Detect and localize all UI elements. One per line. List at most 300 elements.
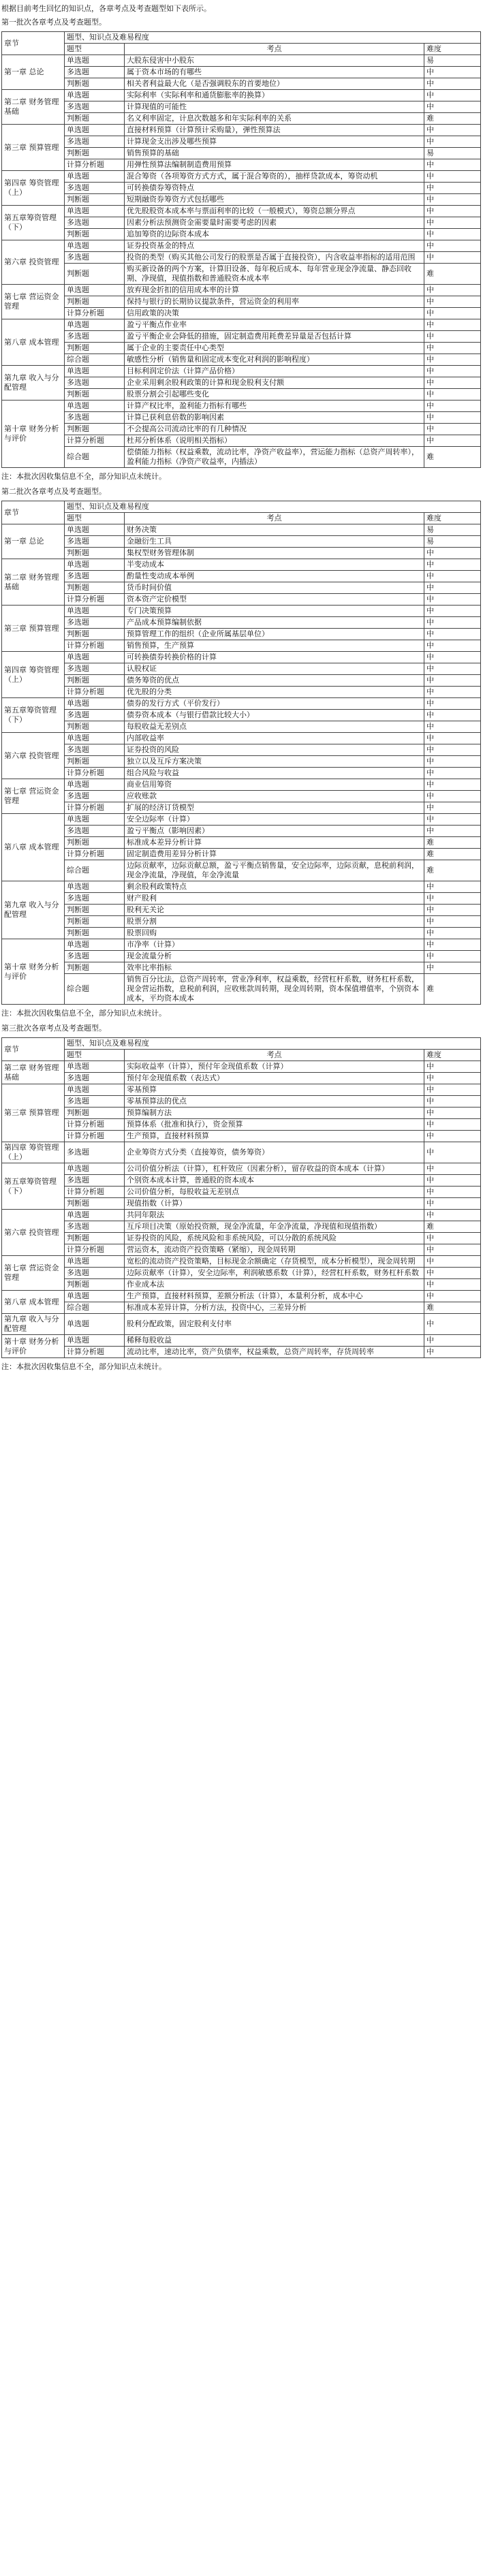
point-cell: 不会提高公司流动比率的有几种情况 bbox=[125, 424, 424, 435]
point-cell: 实际收益率（计算），预付年金现值系数（计算） bbox=[125, 1061, 424, 1073]
type-cell: 单选题 bbox=[65, 733, 125, 744]
level-cell: 中 bbox=[424, 1061, 481, 1073]
point-cell: 放弃现金折扣的信用成本率的计算 bbox=[125, 285, 424, 296]
table-row bbox=[2, 881, 481, 893]
table-row bbox=[2, 582, 481, 594]
table-row bbox=[2, 264, 481, 285]
level-cell: 中 bbox=[424, 617, 481, 629]
level-cell: 中 bbox=[424, 687, 481, 698]
table-row bbox=[2, 1187, 481, 1198]
type-cell: 单选题 bbox=[65, 1210, 125, 1221]
level-cell: 难 bbox=[424, 447, 481, 468]
level-cell: 中 bbox=[424, 548, 481, 559]
point-cell: 市净率（计算） bbox=[125, 939, 424, 951]
level-cell: 中 bbox=[424, 1163, 481, 1175]
type-cell: 多选题 bbox=[65, 1073, 125, 1084]
type-cell: 判断题 bbox=[65, 1279, 125, 1291]
point-cell: 实际利率（实际利率和通货膨胀率的换算） bbox=[125, 90, 424, 101]
type-cell: 计算分析题 bbox=[65, 687, 125, 698]
point-cell: 信用政策的决策 bbox=[125, 308, 424, 319]
type-cell: 多选题 bbox=[65, 136, 125, 148]
level-cell: 中 bbox=[424, 194, 481, 206]
point-cell: 股票分割 bbox=[125, 916, 424, 928]
table-row bbox=[2, 183, 481, 194]
type-cell: 判断题 bbox=[65, 78, 125, 90]
type-cell: 多选题 bbox=[65, 331, 125, 343]
level-cell: 难 bbox=[424, 264, 481, 285]
type-cell: 综合题 bbox=[65, 974, 125, 1005]
table-row bbox=[2, 594, 481, 606]
table-row bbox=[2, 663, 481, 675]
type-cell: 计算分析题 bbox=[65, 1347, 125, 1358]
point-cell: 零基预算法的优点 bbox=[125, 1096, 424, 1108]
point-cell: 相关者利益最大化（是否强调股东的首要地位） bbox=[125, 78, 424, 90]
level-cell: 中 bbox=[424, 1233, 481, 1244]
header-point: 考点 bbox=[125, 513, 424, 524]
chapter-cell: 第四章 筹资管理（上） bbox=[2, 1142, 65, 1163]
table-row bbox=[2, 1175, 481, 1187]
point-cell: 计算现金支出涉及哪些预算 bbox=[125, 136, 424, 148]
type-cell: 综合题 bbox=[65, 354, 125, 366]
chapter-cell: 第八章 成本管理 bbox=[2, 319, 65, 366]
table-row bbox=[2, 1335, 481, 1347]
type-cell: 判断题 bbox=[65, 721, 125, 733]
point-cell: 专门决策预算 bbox=[125, 606, 424, 617]
type-cell: 判断题 bbox=[65, 229, 125, 240]
level-cell: 中 bbox=[424, 559, 481, 571]
level-cell: 中 bbox=[424, 881, 481, 893]
level-cell: 中 bbox=[424, 928, 481, 939]
chapter-cell: 第三章 预算管理 bbox=[2, 1084, 65, 1142]
point-cell: 现值指数（计算） bbox=[125, 1198, 424, 1210]
point-cell: 效率比率指标 bbox=[125, 962, 424, 974]
table-row bbox=[2, 125, 481, 136]
level-cell: 中 bbox=[424, 721, 481, 733]
level-cell: 中 bbox=[424, 939, 481, 951]
chapter-cell: 第三章 预算管理 bbox=[2, 606, 65, 652]
type-cell: 判断题 bbox=[65, 582, 125, 594]
point-cell: 敏感性分析（销售量和固定成本变化对利润的影响程度） bbox=[125, 354, 424, 366]
point-cell: 证券投资的风险，系统风险和非系统风险，可以分散的系统风险 bbox=[125, 1233, 424, 1244]
type-cell: 计算分析题 bbox=[65, 1119, 125, 1131]
table-row bbox=[2, 1108, 481, 1119]
type-cell: 判断题 bbox=[65, 548, 125, 559]
type-cell: 单选题 bbox=[65, 606, 125, 617]
chapter-cell: 第六章 投资管理 bbox=[2, 240, 65, 285]
table-row bbox=[2, 435, 481, 447]
point-cell: 保持与银行的长期协议提款条件，营运资金的利用率 bbox=[125, 296, 424, 308]
table-row bbox=[2, 1221, 481, 1233]
point-cell: 偿债能力指标（权益乘数，流动比率，净资产收益率），营运能力指标（总资产周转率），盈利能力指标（净资产收益率，内插法） bbox=[125, 447, 424, 468]
type-cell: 多选题 bbox=[65, 893, 125, 905]
point-cell: 边际贡献率，边际贡献总额，盈亏平衡点销售量，安全边际率，边际贡献，息税前利润，现金净流量，净现值，年金净流量 bbox=[125, 860, 424, 881]
type-cell: 判断题 bbox=[65, 916, 125, 928]
point-cell: 剩余股利政策特点 bbox=[125, 881, 424, 893]
level-cell: 中 bbox=[424, 1291, 481, 1302]
table-row bbox=[2, 768, 481, 779]
chapter-cell: 第九章 收入与分配管理 bbox=[2, 366, 65, 400]
type-cell: 判断题 bbox=[65, 1198, 125, 1210]
table-row bbox=[2, 733, 481, 744]
type-cell: 单选题 bbox=[65, 1335, 125, 1347]
chapter-cell: 第七章 营运资金管理 bbox=[2, 285, 65, 319]
chapter-cell: 第六章 投资管理 bbox=[2, 733, 65, 779]
point-cell: 股票分割会引起哪些变化 bbox=[125, 389, 424, 400]
batch-title: 第一批次各章考点及考查题型。 bbox=[1, 18, 106, 27]
point-cell: 属于资本市场的有哪些 bbox=[125, 67, 424, 78]
point-cell: 财产股利 bbox=[125, 893, 424, 905]
table-row bbox=[2, 412, 481, 424]
type-cell: 单选题 bbox=[65, 939, 125, 951]
table-row bbox=[2, 366, 481, 377]
level-cell: 中 bbox=[424, 159, 481, 171]
level-cell: 中 bbox=[424, 629, 481, 640]
type-cell: 单选题 bbox=[65, 1084, 125, 1096]
table-row bbox=[2, 1291, 481, 1302]
header-point: 考点 bbox=[125, 1050, 424, 1061]
type-cell: 判断题 bbox=[65, 1108, 125, 1119]
point-cell: 流动比率，速动比率，资产负债率，权益乘数，总资产周转率，存货周转率 bbox=[125, 1347, 424, 1358]
type-cell: 单选题 bbox=[65, 206, 125, 217]
table-row bbox=[2, 148, 481, 159]
level-cell: 中 bbox=[424, 1244, 481, 1256]
table-row bbox=[2, 744, 481, 756]
point-cell: 直接材料预算（计算预计采购量），弹性预算法 bbox=[125, 125, 424, 136]
level-cell: 中 bbox=[424, 916, 481, 928]
type-cell: 多选题 bbox=[65, 791, 125, 802]
type-cell: 多选题 bbox=[65, 826, 125, 837]
type-cell: 计算分析题 bbox=[65, 849, 125, 860]
level-cell: 中 bbox=[424, 217, 481, 229]
table-row bbox=[2, 905, 481, 916]
chapter-cell: 第二章 财务管理基础 bbox=[2, 90, 65, 125]
type-cell: 多选题 bbox=[65, 1175, 125, 1187]
level-cell: 中 bbox=[424, 1279, 481, 1291]
level-cell: 中 bbox=[424, 206, 481, 217]
table-row bbox=[2, 536, 481, 548]
level-cell: 中 bbox=[424, 1108, 481, 1119]
type-cell: 多选题 bbox=[65, 101, 125, 113]
chapter-cell: 第十章 财务分析与评价 bbox=[2, 939, 65, 1005]
point-cell: 因素分析法预测资金需要量时需要考虑的因素 bbox=[125, 217, 424, 229]
level-cell: 中 bbox=[424, 101, 481, 113]
level-cell: 难 bbox=[424, 837, 481, 849]
table-row bbox=[2, 1096, 481, 1108]
header-chapter: 章节 bbox=[2, 1038, 65, 1061]
level-cell: 难 bbox=[424, 1221, 481, 1233]
header-type: 题型 bbox=[65, 513, 125, 524]
table-row bbox=[2, 136, 481, 148]
point-cell: 优先股股资本成本率与票面利率的比较（一般模式），筹资总额分界点 bbox=[125, 206, 424, 217]
point-cell: 股利无关论 bbox=[125, 905, 424, 916]
point-cell: 固定制造费用差异分析计算 bbox=[125, 849, 424, 860]
chapter-cell: 第七章 营运资金管理 bbox=[2, 779, 65, 814]
level-cell: 中 bbox=[424, 389, 481, 400]
table-row bbox=[2, 756, 481, 768]
type-cell: 判断题 bbox=[65, 194, 125, 206]
table-row bbox=[2, 629, 481, 640]
type-cell: 单选题 bbox=[65, 524, 125, 536]
point-cell: 销售预算，生产预算 bbox=[125, 640, 424, 652]
table-row bbox=[2, 159, 481, 171]
table-row bbox=[2, 194, 481, 206]
point-cell: 生产预算，直接材料预算，差额分析法（计算），本量利分析，成本中心 bbox=[125, 1291, 424, 1302]
point-cell: 可转换债券筹资特点 bbox=[125, 183, 424, 194]
type-cell: 计算分析题 bbox=[65, 1244, 125, 1256]
table-row bbox=[2, 1131, 481, 1142]
chapter-cell: 第八章 成本管理 bbox=[2, 1291, 65, 1314]
type-cell: 多选题 bbox=[65, 67, 125, 78]
type-cell: 判断题 bbox=[65, 389, 125, 400]
level-cell: 中 bbox=[424, 698, 481, 710]
point-cell: 财务决策 bbox=[125, 524, 424, 536]
point-cell: 商业信用筹资 bbox=[125, 779, 424, 791]
level-cell: 中 bbox=[424, 951, 481, 962]
batch-note: 注：本批次因收集信息不全，部分知识点未统计。 bbox=[1, 1009, 166, 1018]
type-cell: 计算分析题 bbox=[65, 640, 125, 652]
table-row bbox=[2, 710, 481, 721]
type-cell: 单选题 bbox=[65, 1291, 125, 1302]
chapter-cell: 第二章 财务管理基础 bbox=[2, 559, 65, 606]
table-row bbox=[2, 606, 481, 617]
level-cell: 中 bbox=[424, 1210, 481, 1221]
point-cell: 预付年金现值系数（表达式） bbox=[125, 1073, 424, 1084]
table-row bbox=[2, 252, 481, 264]
points-table bbox=[1, 501, 481, 1005]
point-cell: 预算管理工作的组织（企业所属基层单位） bbox=[125, 629, 424, 640]
point-cell: 作业成本法 bbox=[125, 1279, 424, 1291]
point-cell: 扩展的经济订货模型 bbox=[125, 802, 424, 814]
point-cell: 公司价值分析法（计算），杠杆效应（因素分析），留存收益的资本成本（计算） bbox=[125, 1163, 424, 1175]
table-row bbox=[2, 837, 481, 849]
chapter-cell: 第一章 总论 bbox=[2, 55, 65, 90]
type-cell: 单选题 bbox=[65, 881, 125, 893]
type-cell: 单选题 bbox=[65, 285, 125, 296]
intro-text: 根据目前考生回忆的知识点，各章考点及考查题型如下表所示。 bbox=[1, 4, 211, 13]
type-cell: 综合题 bbox=[65, 447, 125, 468]
level-cell: 中 bbox=[424, 240, 481, 252]
level-cell: 难 bbox=[424, 849, 481, 860]
table-row bbox=[2, 814, 481, 826]
level-cell: 中 bbox=[424, 1119, 481, 1131]
table-row bbox=[2, 571, 481, 582]
type-cell: 多选题 bbox=[65, 571, 125, 582]
point-cell: 用弹性预算法编制制造费用预算 bbox=[125, 159, 424, 171]
type-cell: 综合题 bbox=[65, 860, 125, 881]
level-cell: 中 bbox=[424, 229, 481, 240]
level-cell: 中 bbox=[424, 319, 481, 331]
chapter-cell: 第三章 预算管理 bbox=[2, 125, 65, 171]
level-cell: 中 bbox=[424, 663, 481, 675]
table-row bbox=[2, 171, 481, 183]
point-cell: 个别资本成本计算，普通股的资本成本 bbox=[125, 1175, 424, 1187]
point-cell: 追加筹资的边际资本成本 bbox=[125, 229, 424, 240]
level-cell: 中 bbox=[424, 779, 481, 791]
level-cell: 中 bbox=[424, 1073, 481, 1084]
level-cell: 易 bbox=[424, 524, 481, 536]
table-row bbox=[2, 849, 481, 860]
point-cell: 企业采用剩余股利政策的计算和现金股利支付额 bbox=[125, 377, 424, 389]
level-cell: 中 bbox=[424, 802, 481, 814]
type-cell: 多选题 bbox=[65, 617, 125, 629]
point-cell: 短期融资券筹资方式包括哪些 bbox=[125, 194, 424, 206]
type-cell: 单选题 bbox=[65, 814, 125, 826]
table-row bbox=[2, 229, 481, 240]
point-cell: 杜邦分析体系（说明相关指标） bbox=[125, 435, 424, 447]
table-row bbox=[2, 447, 481, 468]
level-cell: 中 bbox=[424, 905, 481, 916]
type-cell: 计算分析题 bbox=[65, 1187, 125, 1198]
level-cell: 中 bbox=[424, 285, 481, 296]
type-cell: 判断题 bbox=[65, 928, 125, 939]
level-cell: 中 bbox=[424, 606, 481, 617]
type-cell: 计算分析题 bbox=[65, 594, 125, 606]
table-row bbox=[2, 939, 481, 951]
level-cell: 中 bbox=[424, 582, 481, 594]
table-row bbox=[2, 1119, 481, 1131]
level-cell: 中 bbox=[424, 424, 481, 435]
type-cell: 多选题 bbox=[65, 710, 125, 721]
type-cell: 单选题 bbox=[65, 779, 125, 791]
type-cell: 单选题 bbox=[65, 366, 125, 377]
point-cell: 股利分配政策，固定股利支付率 bbox=[125, 1314, 424, 1335]
table-row bbox=[2, 1073, 481, 1084]
header-chapter: 章节 bbox=[2, 32, 65, 55]
level-cell: 中 bbox=[424, 1142, 481, 1163]
type-cell: 单选题 bbox=[65, 1256, 125, 1268]
level-cell: 中 bbox=[424, 343, 481, 354]
chapter-cell: 第五章筹资管理（下） bbox=[2, 206, 65, 240]
level-cell: 中 bbox=[424, 377, 481, 389]
point-cell: 安全边际率（计算） bbox=[125, 814, 424, 826]
level-cell: 中 bbox=[424, 733, 481, 744]
type-cell: 判断题 bbox=[65, 837, 125, 849]
point-cell: 债务筹资的优点 bbox=[125, 675, 424, 687]
level-cell: 易 bbox=[424, 148, 481, 159]
type-cell: 单选题 bbox=[65, 171, 125, 183]
type-cell: 单选题 bbox=[65, 90, 125, 101]
point-cell: 预算编制方法 bbox=[125, 1108, 424, 1119]
level-cell: 中 bbox=[424, 435, 481, 447]
table-row bbox=[2, 802, 481, 814]
table-row bbox=[2, 1302, 481, 1314]
level-cell: 中 bbox=[424, 90, 481, 101]
level-cell: 中 bbox=[424, 1096, 481, 1108]
table-row bbox=[2, 1347, 481, 1358]
level-cell: 难 bbox=[424, 860, 481, 881]
table-row bbox=[2, 1084, 481, 1096]
batch-title: 第三批次各章考点及考查题型。 bbox=[1, 1024, 106, 1033]
table-row bbox=[2, 1279, 481, 1291]
chapter-cell: 第五章筹资管理（下） bbox=[2, 698, 65, 733]
level-cell: 中 bbox=[424, 594, 481, 606]
table-row bbox=[2, 1163, 481, 1175]
table-row bbox=[2, 1210, 481, 1221]
table-row bbox=[2, 791, 481, 802]
type-cell: 判断题 bbox=[65, 962, 125, 974]
type-cell: 判断题 bbox=[65, 1233, 125, 1244]
table-row bbox=[2, 319, 481, 331]
level-cell: 中 bbox=[424, 412, 481, 424]
point-cell: 购买新设备的两个方案，计算旧设备、每年税后成本、每年营业现金净流量、静态回收期、净现值，现值指数和普通股资本成本率 bbox=[125, 264, 424, 285]
table-row bbox=[2, 974, 481, 1005]
table-row bbox=[2, 951, 481, 962]
point-cell: 销售百分比法，总资产周转率，营业净利率，权益乘数，经营杠杆系数，财务杠杆系数，现金营运指数，息税前利润，应收账款周转期，现金周转期，资本保值增值率，个别资本成本，平均资本成本 bbox=[125, 974, 424, 1005]
table-row bbox=[2, 721, 481, 733]
point-cell: 产品成本预算编制依据 bbox=[125, 617, 424, 629]
point-cell: 大股东侵害中小股东 bbox=[125, 55, 424, 67]
chapter-cell: 第二章 财务管理基础 bbox=[2, 1061, 65, 1084]
point-cell: 货币时间价值 bbox=[125, 582, 424, 594]
type-cell: 单选题 bbox=[65, 1163, 125, 1175]
point-cell: 互斥项目决策（原始投资额，现金净流量，年金净流量，净现值和现值指数） bbox=[125, 1221, 424, 1233]
point-cell: 计算已获利息倍数的影响因素 bbox=[125, 412, 424, 424]
chapter-cell: 第十章 财务分析与评价 bbox=[2, 400, 65, 468]
table-row bbox=[2, 893, 481, 905]
table-row bbox=[2, 1268, 481, 1279]
type-cell: 判断题 bbox=[65, 424, 125, 435]
type-cell: 综合题 bbox=[65, 1302, 125, 1314]
level-cell: 中 bbox=[424, 571, 481, 582]
type-cell: 多选题 bbox=[65, 252, 125, 264]
type-cell: 单选题 bbox=[65, 559, 125, 571]
level-cell: 中 bbox=[424, 675, 481, 687]
table-row bbox=[2, 916, 481, 928]
level-cell: 中 bbox=[424, 400, 481, 412]
header-level: 难度 bbox=[424, 1050, 481, 1061]
table-row bbox=[2, 55, 481, 67]
point-cell: 内部收益率 bbox=[125, 733, 424, 744]
point-cell: 投资的类型（购买其他公司发行的股票是否属于直接投资），内含收益率指标的适用范围 bbox=[125, 252, 424, 264]
table-row bbox=[2, 67, 481, 78]
level-cell: 中 bbox=[424, 354, 481, 366]
point-cell: 边际贡献率（计算），安全边际率，利润敏感系数（计算），经营杠杆系数，财务杠杆系数 bbox=[125, 1268, 424, 1279]
point-cell: 债券资本成本（与银行借款比较大小） bbox=[125, 710, 424, 721]
table-row bbox=[2, 377, 481, 389]
header-row bbox=[2, 1038, 481, 1050]
type-cell: 判断题 bbox=[65, 296, 125, 308]
level-cell: 中 bbox=[424, 308, 481, 319]
type-cell: 多选题 bbox=[65, 1221, 125, 1233]
chapter-cell: 第六章 投资管理 bbox=[2, 1210, 65, 1256]
point-cell: 名义利率固定，计息次数越多和年实际利率的关系 bbox=[125, 113, 424, 125]
table-row bbox=[2, 1233, 481, 1244]
point-cell: 共同年限法 bbox=[125, 1210, 424, 1221]
point-cell: 组合风险与收益 bbox=[125, 768, 424, 779]
table-row bbox=[2, 354, 481, 366]
table-row bbox=[2, 1244, 481, 1256]
table-row bbox=[2, 698, 481, 710]
level-cell: 中 bbox=[424, 768, 481, 779]
type-cell: 多选题 bbox=[65, 744, 125, 756]
type-cell: 多选题 bbox=[65, 377, 125, 389]
level-cell: 中 bbox=[424, 331, 481, 343]
level-cell: 中 bbox=[424, 1256, 481, 1268]
point-cell: 半变动成本 bbox=[125, 559, 424, 571]
point-cell: 目标利润定价法（计算产品价格） bbox=[125, 366, 424, 377]
type-cell: 判断题 bbox=[65, 343, 125, 354]
level-cell: 中 bbox=[424, 893, 481, 905]
level-cell: 中 bbox=[424, 125, 481, 136]
subheader-row bbox=[2, 44, 481, 55]
point-cell: 预算体系（批准和执行），资金预算 bbox=[125, 1119, 424, 1131]
table-row bbox=[2, 296, 481, 308]
table-row bbox=[2, 962, 481, 974]
chapter-cell: 第十章 财务分析与评价 bbox=[2, 1335, 65, 1358]
chapter-cell: 第四章 筹资管理（上） bbox=[2, 652, 65, 698]
level-cell: 中 bbox=[424, 744, 481, 756]
table-row bbox=[2, 101, 481, 113]
